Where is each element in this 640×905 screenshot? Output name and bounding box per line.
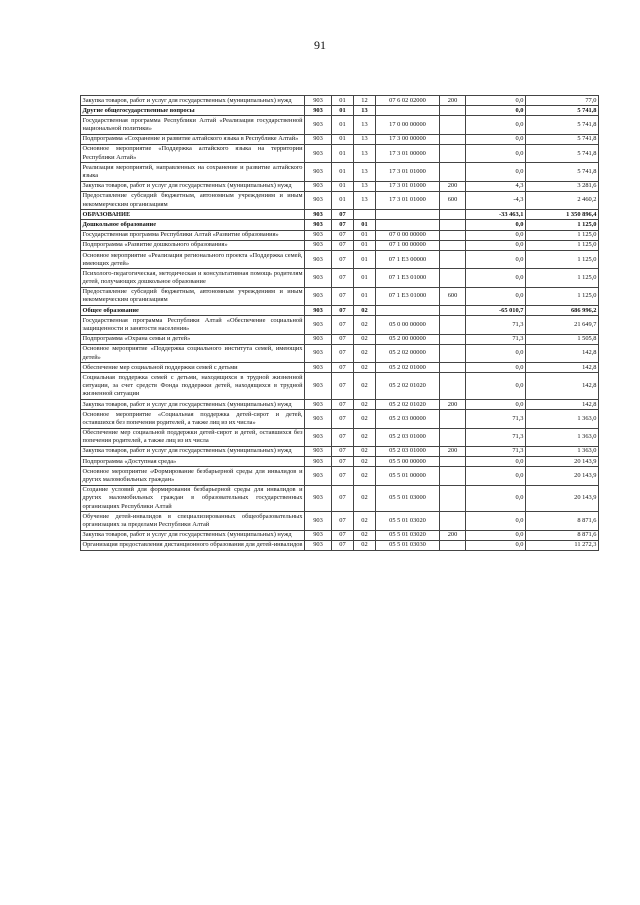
table-row <box>81 344 599 362</box>
subsection-cell: 13 <box>354 191 376 209</box>
ministry-code-cell: 903 <box>305 106 332 116</box>
section-cell: 07 <box>332 410 354 428</box>
target-article-cell: 05 2 02 01020 <box>376 400 440 410</box>
target-article-cell: 05 5 01 00000 <box>376 467 440 485</box>
expense-type-cell <box>440 485 466 512</box>
target-article-cell <box>376 220 440 230</box>
expense-type-cell <box>440 240 466 250</box>
subsection-cell <box>354 210 376 220</box>
expense-type-cell: 200 <box>440 530 466 540</box>
section-cell: 07 <box>332 540 354 550</box>
change-amount-cell: 0,0 <box>466 540 526 550</box>
target-article-cell: 17 3 01 01000 <box>376 181 440 191</box>
expense-name-cell: Государственная программа Республики Алтай «Обеспечение социальной защищенности и занятости населения» <box>81 316 305 334</box>
subsection-cell: 02 <box>354 540 376 550</box>
target-article-cell: 17 3 00 00000 <box>376 134 440 144</box>
change-amount-cell: 0,0 <box>466 457 526 467</box>
target-article-cell: 05 2 03 01000 <box>376 428 440 446</box>
expense-type-cell <box>440 134 466 144</box>
target-article-cell: 05 5 01 03020 <box>376 530 440 540</box>
target-article-cell: 05 2 03 01000 <box>376 446 440 456</box>
total-amount-cell: 5 741,8 <box>526 116 599 134</box>
expense-name-cell: Основное мероприятие «Поддержка алтайского языка на территории Республики Алтай» <box>81 144 305 162</box>
total-amount-cell: 3 281,6 <box>526 181 599 191</box>
section-cell: 01 <box>332 181 354 191</box>
change-amount-cell: 0,0 <box>466 373 526 400</box>
ministry-code-cell: 903 <box>305 334 332 344</box>
change-amount-cell: 71,3 <box>466 316 526 334</box>
total-amount-cell: 20 143,9 <box>526 457 599 467</box>
change-amount-cell: 71,3 <box>466 410 526 428</box>
section-cell: 07 <box>332 467 354 485</box>
section-cell: 07 <box>332 446 354 456</box>
expense-type-cell: 600 <box>440 287 466 305</box>
table-row <box>81 134 599 144</box>
expense-name-cell: Закупка товаров, работ и услуг для государственных (муниципальных) нужд <box>81 181 305 191</box>
ministry-code-cell: 903 <box>305 512 332 530</box>
change-amount-cell: 0,0 <box>466 251 526 269</box>
subsection-cell: 13 <box>354 106 376 116</box>
target-article-cell: 17 3 01 00000 <box>376 144 440 162</box>
change-amount-cell: -4,3 <box>466 191 526 209</box>
total-amount-cell: 686 996,2 <box>526 306 599 316</box>
section-cell: 07 <box>332 512 354 530</box>
expense-type-cell <box>440 344 466 362</box>
section-cell: 07 <box>332 334 354 344</box>
change-amount-cell: 71,3 <box>466 446 526 456</box>
subsection-cell: 02 <box>354 428 376 446</box>
expense-name-cell: Психолого-педагогическая, методическая и консультативная помощь родителям детей, получающих дошкольное образование <box>81 269 305 287</box>
total-amount-cell: 2 460,2 <box>526 191 599 209</box>
expense-type-cell <box>440 163 466 181</box>
ministry-code-cell: 903 <box>305 446 332 456</box>
change-amount-cell: 0,0 <box>466 512 526 530</box>
change-amount-cell: 0,0 <box>466 363 526 373</box>
section-cell: 07 <box>332 344 354 362</box>
target-article-cell: 05 2 02 00000 <box>376 344 440 362</box>
total-amount-cell: 1 505,8 <box>526 334 599 344</box>
table-row <box>81 230 599 240</box>
ministry-code-cell: 903 <box>305 251 332 269</box>
ministry-code-cell: 903 <box>305 220 332 230</box>
table-row <box>81 485 599 512</box>
expense-name-cell: Основное мероприятие «Реализация регионального проекта «Поддержка семей, имеющих детей» <box>81 251 305 269</box>
target-article-cell: 17 3 01 01000 <box>376 163 440 181</box>
target-article-cell: 07 1 E3 01000 <box>376 269 440 287</box>
ministry-code-cell: 903 <box>305 485 332 512</box>
subsection-cell: 13 <box>354 144 376 162</box>
table-row <box>81 316 599 334</box>
subsection-cell: 02 <box>354 457 376 467</box>
expense-name-cell: Государственная программа Республики Алтай «Реализация государственной национальной политики» <box>81 116 305 134</box>
expense-type-cell: 200 <box>440 446 466 456</box>
total-amount-cell: 8 871,6 <box>526 512 599 530</box>
expense-type-cell <box>440 210 466 220</box>
table-row <box>81 106 599 116</box>
total-amount-cell: 21 649,7 <box>526 316 599 334</box>
table-row <box>81 428 599 446</box>
total-amount-cell: 1 363,0 <box>526 410 599 428</box>
target-article-cell: 05 0 00 00000 <box>376 316 440 334</box>
ministry-code-cell: 903 <box>305 269 332 287</box>
subsection-cell: 12 <box>354 96 376 106</box>
table-row <box>81 400 599 410</box>
expense-name-cell: Организация предоставления дистанционного образования для детей-инвалидов <box>81 540 305 550</box>
expense-type-cell <box>440 144 466 162</box>
total-amount-cell: 5 741,8 <box>526 106 599 116</box>
table-row <box>81 163 599 181</box>
ministry-code-cell: 903 <box>305 134 332 144</box>
expense-type-cell <box>440 410 466 428</box>
change-amount-cell: 0,0 <box>466 116 526 134</box>
table-row <box>81 467 599 485</box>
change-amount-cell: 0,0 <box>466 269 526 287</box>
expense-name-cell: Предоставление субсидий бюджетным, автономным учреждениям и иным некоммерческим организациям <box>81 287 305 305</box>
total-amount-cell: 1 125,0 <box>526 230 599 240</box>
change-amount-cell: 0,0 <box>466 400 526 410</box>
section-cell: 01 <box>332 116 354 134</box>
subsection-cell: 02 <box>354 373 376 400</box>
expense-type-cell: 200 <box>440 181 466 191</box>
section-cell: 07 <box>332 457 354 467</box>
subsection-cell: 02 <box>354 306 376 316</box>
change-amount-cell: 71,3 <box>466 334 526 344</box>
total-amount-cell: 5 741,8 <box>526 134 599 144</box>
section-cell: 01 <box>332 191 354 209</box>
expense-name-cell: Социальная поддержка семей с детьми, находящихся в трудной жизненной ситуации, за счет средств Фонда поддержки детей, находящихся в трудной жизненной ситуации <box>81 373 305 400</box>
section-cell: 07 <box>332 530 354 540</box>
expense-type-cell <box>440 251 466 269</box>
change-amount-cell: 0,0 <box>466 96 526 106</box>
change-amount-cell: 0,0 <box>466 530 526 540</box>
table-row <box>81 96 599 106</box>
change-amount-cell: 0,0 <box>466 467 526 485</box>
ministry-code-cell: 903 <box>305 191 332 209</box>
subsection-cell: 01 <box>354 220 376 230</box>
change-amount-cell: 0,0 <box>466 344 526 362</box>
total-amount-cell: 77,0 <box>526 96 599 106</box>
expense-type-cell <box>440 220 466 230</box>
table-row <box>81 210 599 220</box>
target-article-cell <box>376 306 440 316</box>
expense-type-cell <box>440 116 466 134</box>
ministry-code-cell: 903 <box>305 230 332 240</box>
section-cell: 07 <box>332 287 354 305</box>
subsection-cell: 02 <box>354 485 376 512</box>
ministry-code-cell: 903 <box>305 210 332 220</box>
change-amount-cell: 0,0 <box>466 485 526 512</box>
ministry-code-cell: 903 <box>305 316 332 334</box>
target-article-cell <box>376 210 440 220</box>
subsection-cell: 02 <box>354 316 376 334</box>
subsection-cell: 01 <box>354 251 376 269</box>
budget-table <box>80 95 599 551</box>
expense-name-cell: Закупка товаров, работ и услуг для государственных (муниципальных) нужд <box>81 446 305 456</box>
expense-name-cell: Создание условий для формирования безбарьерной среды для инвалидов и других маломобильных граждан в образовательных государственных организациях Республики Алтай <box>81 485 305 512</box>
ministry-code-cell: 903 <box>305 240 332 250</box>
total-amount-cell: 1 125,0 <box>526 220 599 230</box>
expense-name-cell: Подпрограмма «Сохранение и развитие алтайского языка в Республике Алтай» <box>81 134 305 144</box>
change-amount-cell: 0,0 <box>466 240 526 250</box>
subsection-cell: 02 <box>354 512 376 530</box>
target-article-cell: 07 1 E3 01000 <box>376 287 440 305</box>
target-article-cell: 17 3 01 01000 <box>376 191 440 209</box>
subsection-cell: 13 <box>354 163 376 181</box>
expense-name-cell: Реализация мероприятий, направленных на сохранение и развитие алтайского языка <box>81 163 305 181</box>
section-cell: 07 <box>332 220 354 230</box>
expense-name-cell: Предоставление субсидий бюджетным, автономным учреждениям и иным некоммерческим организациям <box>81 191 305 209</box>
subsection-cell: 02 <box>354 410 376 428</box>
expense-type-cell <box>440 512 466 530</box>
ministry-code-cell: 903 <box>305 163 332 181</box>
expense-type-cell <box>440 230 466 240</box>
expense-type-cell <box>440 467 466 485</box>
section-cell: 07 <box>332 251 354 269</box>
section-cell: 07 <box>332 373 354 400</box>
ministry-code-cell: 903 <box>305 287 332 305</box>
target-article-cell: 05 5 01 03020 <box>376 512 440 530</box>
expense-name-cell: Подпрограмма «Развитие дошкольного образования» <box>81 240 305 250</box>
change-amount-cell: 0,0 <box>466 230 526 240</box>
total-amount-cell: 11 272,3 <box>526 540 599 550</box>
subsection-cell: 13 <box>354 116 376 134</box>
subsection-cell: 13 <box>354 134 376 144</box>
ministry-code-cell: 903 <box>305 530 332 540</box>
change-amount-cell: 0,0 <box>466 106 526 116</box>
ministry-code-cell: 903 <box>305 363 332 373</box>
ministry-code-cell: 903 <box>305 428 332 446</box>
section-cell: 07 <box>332 400 354 410</box>
total-amount-cell: 142,8 <box>526 373 599 400</box>
ministry-code-cell: 903 <box>305 306 332 316</box>
section-cell: 01 <box>332 106 354 116</box>
expense-type-cell: 200 <box>440 96 466 106</box>
expense-type-cell <box>440 363 466 373</box>
ministry-code-cell: 903 <box>305 410 332 428</box>
expense-type-cell <box>440 373 466 400</box>
target-article-cell: 05 2 03 00000 <box>376 410 440 428</box>
total-amount-cell: 20 143,9 <box>526 485 599 512</box>
target-article-cell: 05 5 00 00000 <box>376 457 440 467</box>
table-row <box>81 410 599 428</box>
change-amount-cell: 4,3 <box>466 181 526 191</box>
expense-type-cell: 200 <box>440 400 466 410</box>
change-amount-cell: -33 463,1 <box>466 210 526 220</box>
expense-name-cell: Общее образование <box>81 306 305 316</box>
budget-table-body <box>81 96 599 551</box>
expense-type-cell <box>440 269 466 287</box>
target-article-cell: 07 0 00 00000 <box>376 230 440 240</box>
subsection-cell: 01 <box>354 240 376 250</box>
table-row <box>81 251 599 269</box>
change-amount-cell: 0,0 <box>466 134 526 144</box>
expense-type-cell <box>440 457 466 467</box>
subsection-cell: 02 <box>354 334 376 344</box>
ministry-code-cell: 903 <box>305 144 332 162</box>
table-row <box>81 191 599 209</box>
total-amount-cell: 142,8 <box>526 400 599 410</box>
change-amount-cell: -65 010,7 <box>466 306 526 316</box>
target-article-cell <box>376 106 440 116</box>
table-row <box>81 334 599 344</box>
change-amount-cell: 0,0 <box>466 144 526 162</box>
target-article-cell: 07 6 02 02000 <box>376 96 440 106</box>
target-article-cell: 07 1 00 00000 <box>376 240 440 250</box>
ministry-code-cell: 903 <box>305 96 332 106</box>
expense-type-cell <box>440 306 466 316</box>
total-amount-cell: 1 125,0 <box>526 240 599 250</box>
total-amount-cell: 5 741,8 <box>526 144 599 162</box>
subsection-cell: 02 <box>354 400 376 410</box>
ministry-code-cell: 903 <box>305 373 332 400</box>
section-cell: 07 <box>332 363 354 373</box>
ministry-code-cell: 903 <box>305 540 332 550</box>
change-amount-cell: 0,0 <box>466 287 526 305</box>
ministry-code-cell: 903 <box>305 344 332 362</box>
table-row <box>81 181 599 191</box>
table-row <box>81 540 599 550</box>
expense-name-cell: Обеспечение мер социальной поддержки семей с детьми <box>81 363 305 373</box>
total-amount-cell: 1 350 896,4 <box>526 210 599 220</box>
expense-name-cell: Дошкольное образование <box>81 220 305 230</box>
total-amount-cell: 20 143,9 <box>526 467 599 485</box>
total-amount-cell: 1 125,0 <box>526 251 599 269</box>
ministry-code-cell: 903 <box>305 467 332 485</box>
target-article-cell: 05 5 01 03000 <box>376 485 440 512</box>
section-cell: 07 <box>332 240 354 250</box>
table-row <box>81 530 599 540</box>
expense-type-cell <box>440 316 466 334</box>
expense-name-cell: Подпрограмма «Доступная среда» <box>81 457 305 467</box>
section-cell: 01 <box>332 134 354 144</box>
expense-name-cell: Закупка товаров, работ и услуг для государственных (муниципальных) нужд <box>81 530 305 540</box>
expense-name-cell: Обеспечение мер социальной поддержки детей-сирот и детей, оставшихся без попечения родителей, а также лиц из их числа <box>81 428 305 446</box>
expense-name-cell: Закупка товаров, работ и услуг для государственных (муниципальных) нужд <box>81 96 305 106</box>
section-cell: 07 <box>332 485 354 512</box>
total-amount-cell: 142,8 <box>526 344 599 362</box>
table-row <box>81 457 599 467</box>
table-row <box>81 240 599 250</box>
table-row <box>81 116 599 134</box>
table-row <box>81 446 599 456</box>
ministry-code-cell: 903 <box>305 181 332 191</box>
target-article-cell: 05 5 01 03030 <box>376 540 440 550</box>
table-row <box>81 373 599 400</box>
total-amount-cell: 1 125,0 <box>526 269 599 287</box>
table-row <box>81 363 599 373</box>
expense-type-cell <box>440 540 466 550</box>
subsection-cell: 02 <box>354 530 376 540</box>
subsection-cell: 02 <box>354 446 376 456</box>
total-amount-cell: 1 363,0 <box>526 428 599 446</box>
ministry-code-cell: 903 <box>305 116 332 134</box>
table-row <box>81 512 599 530</box>
subsection-cell: 02 <box>354 467 376 485</box>
target-article-cell: 17 0 00 00000 <box>376 116 440 134</box>
section-cell: 07 <box>332 269 354 287</box>
table-row <box>81 287 599 305</box>
total-amount-cell: 142,8 <box>526 363 599 373</box>
target-article-cell: 07 1 E3 00000 <box>376 251 440 269</box>
expense-name-cell: Государственная программа Республики Алтай «Развитие образования» <box>81 230 305 240</box>
ministry-code-cell: 903 <box>305 457 332 467</box>
total-amount-cell: 5 741,8 <box>526 163 599 181</box>
target-article-cell: 05 2 02 01000 <box>376 363 440 373</box>
section-cell: 01 <box>332 96 354 106</box>
table-row <box>81 269 599 287</box>
section-cell: 07 <box>332 428 354 446</box>
subsection-cell: 01 <box>354 287 376 305</box>
expense-type-cell: 600 <box>440 191 466 209</box>
subsection-cell: 02 <box>354 344 376 362</box>
total-amount-cell: 8 871,6 <box>526 530 599 540</box>
target-article-cell: 05 2 02 01020 <box>376 373 440 400</box>
total-amount-cell: 1 363,0 <box>526 446 599 456</box>
change-amount-cell: 71,3 <box>466 428 526 446</box>
expense-type-cell <box>440 334 466 344</box>
expense-name-cell: Основное мероприятие «Формирование безбарьерной среды для инвалидов и других маломобильных граждан» <box>81 467 305 485</box>
page-number: 91 <box>314 38 326 52</box>
section-cell: 01 <box>332 163 354 181</box>
expense-name-cell: Обучение детей-инвалидов в специализированных общеобразовательных организациях за пределами Республики Алтай <box>81 512 305 530</box>
expense-name-cell: Другие общегосударственные вопросы <box>81 106 305 116</box>
expense-name-cell: Основное мероприятие «Поддержка социального института семей, имеющих детей» <box>81 344 305 362</box>
table-row <box>81 306 599 316</box>
expense-name-cell: Закупка товаров, работ и услуг для государственных (муниципальных) нужд <box>81 400 305 410</box>
subsection-cell: 01 <box>354 269 376 287</box>
change-amount-cell: 0,0 <box>466 163 526 181</box>
change-amount-cell: 0,0 <box>466 220 526 230</box>
subsection-cell: 02 <box>354 363 376 373</box>
table-row <box>81 220 599 230</box>
section-cell: 07 <box>332 306 354 316</box>
section-cell: 07 <box>332 316 354 334</box>
subsection-cell: 13 <box>354 181 376 191</box>
subsection-cell: 01 <box>354 230 376 240</box>
expense-type-cell <box>440 106 466 116</box>
expense-name-cell: ОБРАЗОВАНИЕ <box>81 210 305 220</box>
target-article-cell: 05 2 00 00000 <box>376 334 440 344</box>
expense-name-cell: Основное мероприятие «Социальная поддержка детей-сирот и детей, оставшихся без попечения родителей, а также лиц из их числа» <box>81 410 305 428</box>
section-cell: 07 <box>332 210 354 220</box>
total-amount-cell: 1 125,0 <box>526 287 599 305</box>
expense-type-cell <box>440 428 466 446</box>
section-cell: 01 <box>332 144 354 162</box>
section-cell: 07 <box>332 230 354 240</box>
ministry-code-cell: 903 <box>305 400 332 410</box>
expense-name-cell: Подпрограмма «Охрана семьи и детей» <box>81 334 305 344</box>
table-row <box>81 144 599 162</box>
